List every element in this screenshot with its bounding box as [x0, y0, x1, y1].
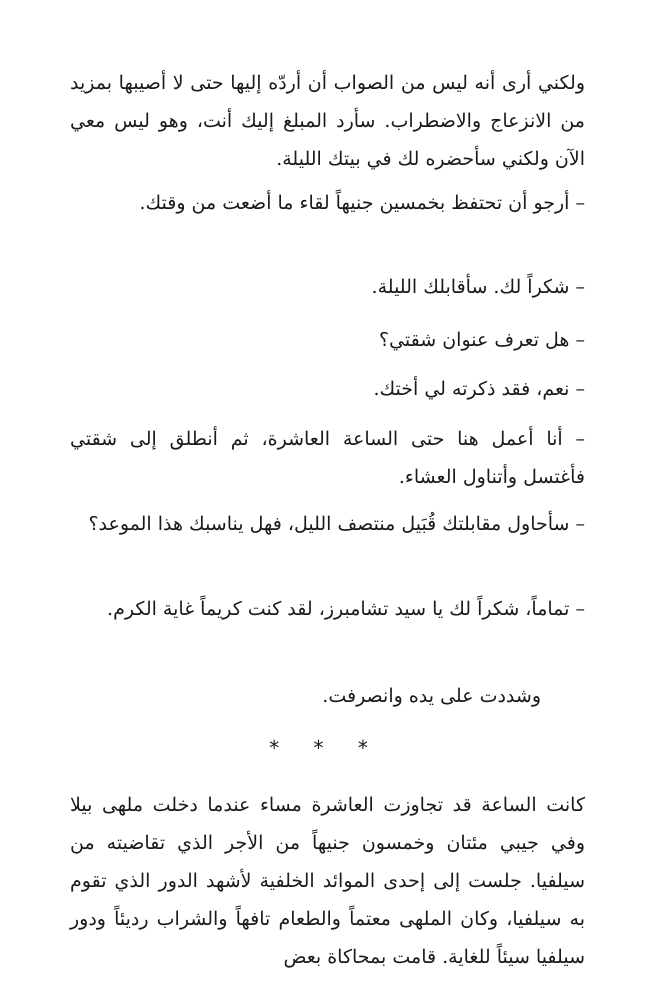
dialogue-line-5: – أنا أعمل هنا حتى الساعة العاشرة، ثم أنطلق إلى شقتي فأغتسل وأتناول العشاء. [70, 428, 585, 488]
closing-paragraph: كانت الساعة قد تجاوزت العاشرة مساء عندما دخلت ملهى بيلا وفي جيبي مئتان وخمسون جنيهاً من الأجر الذي تقاضيته من سيلفيا. جلست إلى إحدى الموائد الخلفية لأشهد الدور الذي تقوم به سيلفيا، وكان الملهى معتماً والطعام تافهاً والشراب رديئاً ودور سيلفيا سيئاً للغاية. قامت بمحاكاة بعض [70, 794, 585, 968]
narration-line: وشددت على يده وانصرفت. [322, 685, 541, 707]
dialogue-line-2: – شكراً لك. سأقابلك الليلة. [371, 276, 585, 298]
section-separator: * * * [269, 736, 382, 760]
dialogue-line-6: – سأحاول مقابلتك قُبَيل منتصف الليل، فهل يناسبك هذا الموعد؟ [88, 513, 585, 535]
dialogue-line-4: – نعم، فقد ذكرته لي أختك. [373, 378, 585, 400]
dialogue-line-7: – تماماً، شكراً لك يا سيد تشامبرز، لقد كنت كريماً غاية الكرم. [107, 598, 585, 620]
dialogue-line-3: – هل تعرف عنوان شقتي؟ [378, 329, 585, 351]
dialogue-line-1: – أرجو أن تحتفظ بخمسين جنيهاً لقاء ما أضعت من وقتك. [139, 192, 585, 214]
paragraph-1: ولكني أرى أنه ليس من الصواب أن أردّه إليها حتى لا أصيبها بمزيد من الانزعاج والاضطراب. سأرد المبلغ إليك أنت، وهو ليس معي الآن ولكني سأحضره لك في بيتك الليلة. [70, 72, 585, 170]
